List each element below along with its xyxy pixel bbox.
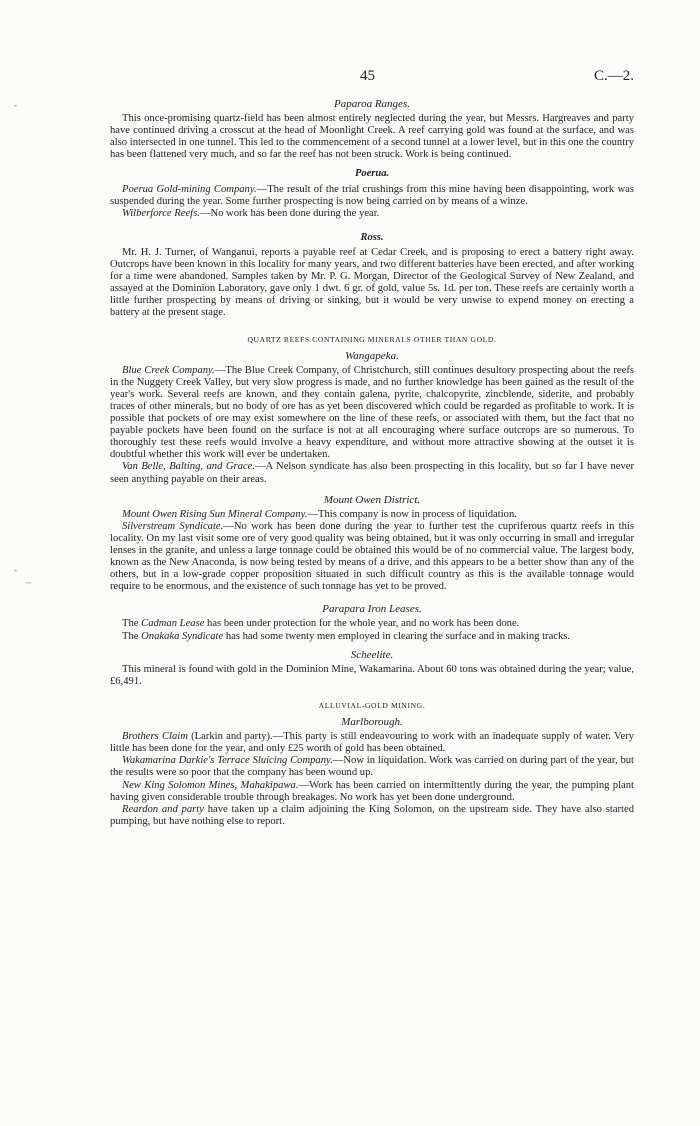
margin-mark: ~ (26, 578, 31, 588)
entry-name: Reardon and party (122, 803, 204, 815)
paragraph: The Onakaka Syndicate has had some twenty men employed in clearing the surface and in making tracks. (122, 630, 571, 642)
section-heading-scheelite: Scheelite. (350, 648, 394, 661)
entry-name: Silverstream Syndicate. (122, 520, 224, 532)
section-heading-poerua: Poerua. (354, 168, 390, 180)
entry-name: Brothers Claim (122, 731, 188, 743)
section-heading-parapara: Parapara Iron Leases. (322, 603, 422, 616)
entry-name: Mount Owen Rising Sun Mineral Company. (122, 508, 308, 520)
margin-mark: - (14, 565, 17, 575)
entry-name: Wakamarina Darkie's Terrace Sluicing Company. (122, 755, 333, 767)
section-heading-quartz-other: QUARTZ REEFS CONTAINING MINERALS OTHER THAN GOLD. (247, 334, 497, 344)
paragraph: The Cadman Lease has been under protection for the whole year, and no work has been done. (122, 618, 520, 630)
entry-name: Onakaka Syndicate (141, 630, 224, 642)
paragraph: Wilberforce Reefs.—No work has been done during the year. (122, 207, 380, 219)
section-heading-paparoa: Paparoa Ranges. (334, 98, 410, 110)
document-code: C.—2. (594, 68, 635, 84)
entry-name: Blue Creek Company. (122, 364, 215, 376)
paragraph: Poerua Gold-mining Company.—The result of the trial crushings from this mine having been disappointing, work was suspended during the year. Some further prospecting is now being carried on by means of a winze. (110, 183, 635, 207)
paragraph: Blue Creek Company.—The Blue Creek Company, of Christchurch, still continues desultory prospecting about the reefs in the Nuggety Creek Valley, but very slow progress is made, and no further knowledge has been gained as the result of the year's work. Several reefs are known, and they contain galena, pyrite, chalcopyrite, zincblende, siderite, and probably traces of other minerals, but no body of ore has as yet been discovered which could be regarded as profitable to work. It is possible that pockets of ore may exist somewhere on the line of these reefs, or associated with them, but the fact that no payable pockets have been found on the surface is not at all encouraging where surface outcrops are so numerous. To thoroughly test these reefs would involve a heavy expenditure, and without more attractive showing at the outset it is doubtful whether this work will ever be undertaken. (110, 364, 634, 461)
page-number: 45 (360, 68, 375, 84)
paragraph: Mr. H. J. Turner, of Wanganui, reports a payable reef at Cedar Creek, and is proposing to erect a battery right away. Outcrops have been known in this locality for many years, and two different batteries have been erected, and after working for a time were abandoned. Samples taken by Mr. P. G. Morgan, Director of the Geological Survey of New Zealand, and assayed at the Dominion Laboratory, gave only 1 dwt. 6 gr. of gold, value 5s. 1d. per ton. These reefs are certainly worth a little further prospecting by means of driving or sinking, but it would be very unwise to expend money on erecting a battery at the present stage. (110, 246, 634, 319)
entry-name: Van Belle, Balting, and Grace. (122, 461, 255, 473)
paragraph: This mineral is found with gold in the Dominion Mine, Wakamarina. About 60 tons was obtained during the year; value, £6,491. (110, 663, 634, 687)
paragraph: Van Belle, Balting, and Grace.—A Nelson syndicate has also been prospecting in this locality, but so far I have never seen anything payable on their areas. (110, 461, 634, 485)
paragraph: This once-promising quartz-field has been almost entirely neglected during the year, but Messrs. Hargreaves and party have continued driving a crosscut at the head of Moonlight Creek. A reef carrying gold was found at the surface, and was also intersected in one tunnel. This led to the commencement of a second tunnel at a lower level, but in this one the country has been flattened very much, and so far the reef has not been struck. Work is being continued. (110, 113, 634, 161)
document-body (110, 94, 634, 828)
section-heading-alluvial: ALLUVIAL-GOLD MINING. (318, 700, 426, 710)
entry-name: Cadman Lease (141, 618, 205, 630)
paragraph: Silverstream Syndicate.—No work has been done during the year to further test the cupriferous quartz reefs in this locality. On my last visit some ore of very good quality was being obtained, but it was only occurring in small and irregular lenses in the granite, and unless a large tonnage could be obtained this would be of no commercial value. The largest body, known as the New Anaconda, is now being tested by means of a drive, and this appears to be a better show than any of the others, but in a low-grade copper proposition situated in such difficult country as this is the available tonnage would require to be enormous, and the existence of such tonnage has yet to be proved. (110, 520, 634, 593)
section-heading-mount-owen: Mount Owen District. (323, 493, 421, 506)
entry-name: Wilberforce Reefs. (122, 207, 200, 219)
paragraph: Brothers Claim (Larkin and party).—This party is still endeavouring to work with an inadequate supply of water. Very little has been done for the year, and only £25 worth of gold has been obtained. (110, 731, 634, 755)
paragraph: Mount Owen Rising Sun Mineral Company.—This company is now in process of liquidation. (122, 508, 517, 520)
margin-mark: - (14, 100, 17, 110)
subheading-marlborough: Marlborough. (341, 716, 403, 729)
entry-name: New King Solomon Mines, Mahakipawa. (122, 779, 299, 791)
paragraph: New King Solomon Mines, Mahakipawa.—Work has been carried on intermittently during the year, the pumping plant having given considerable trouble through breakages. No work has yet been done underground. (110, 779, 634, 803)
entry-name: Poerua Gold-mining Company. (122, 183, 257, 195)
subheading-wangapeka: Wangapeka. (345, 349, 399, 362)
paragraph: Wakamarina Darkie's Terrace Sluicing Company.—Now in liquidation. Work was carried on during part of the year, but the results were so poor that the company has been wound up. (110, 755, 634, 779)
section-heading-ross: Ross. (360, 231, 384, 243)
paragraph: Reardon and party have taken up a claim adjoining the King Solomon, on the upstream side. They have also started pumping, but have nothing else to report. (110, 803, 635, 827)
